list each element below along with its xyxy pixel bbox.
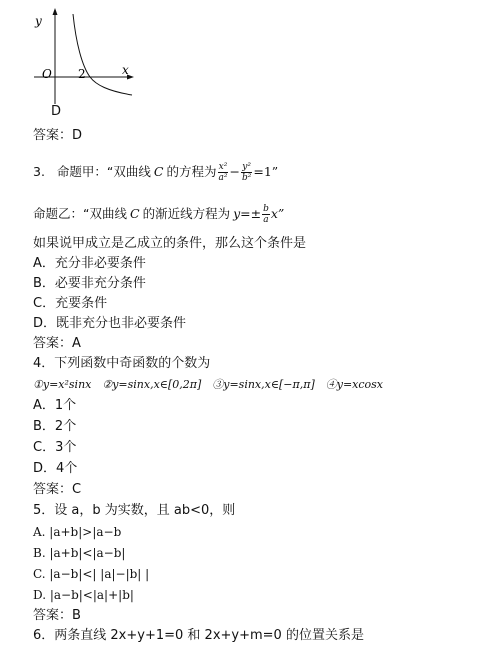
q3-option-a: A．充分非必要条件 — [33, 256, 146, 271]
q4-option-d: D．4个 — [33, 461, 78, 476]
q4-option-c: C．3个 — [33, 440, 77, 455]
y-axis-label: y — [35, 14, 42, 28]
q5-option-b: B. |a+b|<|a−b| — [33, 546, 126, 560]
q5-option-c: C. |a−b|<| |a|−|b| | — [33, 567, 150, 581]
q3-prop-a-var: C — [153, 164, 164, 179]
q3-fraction-ba: $\frac{b}{a}$ — [263, 204, 269, 225]
q3-number: 3. — [33, 164, 45, 179]
q3-option-c: C．充要条件 — [33, 296, 108, 311]
y-axis-arrow — [53, 8, 58, 15]
q3-prop-a-mid: 的方程为 — [166, 164, 217, 179]
q3-answer: 答案：A — [33, 336, 81, 351]
x-axis-label: x — [122, 63, 129, 77]
q4-option-b: B．2个 — [33, 419, 77, 434]
q3-prop-b-mid: 的渐近线方程为 — [142, 206, 231, 221]
graph-option-label: D — [51, 104, 62, 119]
q3-fraction-y: $\frac{\text{y²}}{\text{b²}}$ — [241, 162, 252, 183]
q3-prop-b-eq: y=± — [233, 206, 262, 221]
q3-stem: 如果说甲成立是乙成立的条件，那么这个条件是 — [33, 236, 307, 251]
q4-option-a: A．1个 — [33, 398, 77, 413]
q3-fraction-x: $\frac{\text{x²}}{\text{a²}}$ — [218, 162, 228, 183]
q3-option-b: B．必要非充分条件 — [33, 276, 146, 291]
q4-functions: ①y=x²sinx ②y=sinx,x∈[0,2π] ③y=sinx,x∈[−π,π] ④y=xcosx — [33, 378, 383, 391]
q3-prop-b-prefix: 命题乙：“双曲线 — [33, 206, 127, 221]
q2-answer: 答案：D — [33, 128, 83, 143]
function-curve — [73, 14, 132, 95]
q3-proposition-a — [33, 162, 278, 183]
q5-option-d: D. |a−b|<|a|+|b| — [33, 588, 134, 602]
q3-proposition-b — [33, 204, 284, 225]
q3-prop-b-var: C — [129, 206, 140, 221]
q3-prop-a-prefix: 命题甲：“双曲线 — [56, 164, 151, 179]
q5-option-a: A. |a+b|>|a−b — [33, 525, 122, 539]
q5-stem: 5．设 a，b 为实数，且 ab<0，则 — [33, 503, 236, 518]
function-graph — [30, 8, 140, 118]
q4-answer: 答案：C — [33, 482, 82, 497]
q3-option-d: D．既非充分也非必要条件 — [33, 316, 187, 331]
q4-stem: 4．下列函数中奇函数的个数为 — [33, 356, 211, 371]
q3-minus: − — [229, 164, 240, 179]
q3-prop-a-suffix: =1” — [253, 164, 279, 179]
q3-prop-b-suffix: x” — [270, 206, 285, 221]
q6-stem: 6．两条直线 2x+y+1=0 和 2x+y+m=0 的位置关系是 — [33, 628, 364, 643]
origin-label: O — [42, 67, 52, 81]
tick-label-2: 2 — [78, 67, 86, 81]
q5-answer: 答案：B — [33, 608, 81, 623]
